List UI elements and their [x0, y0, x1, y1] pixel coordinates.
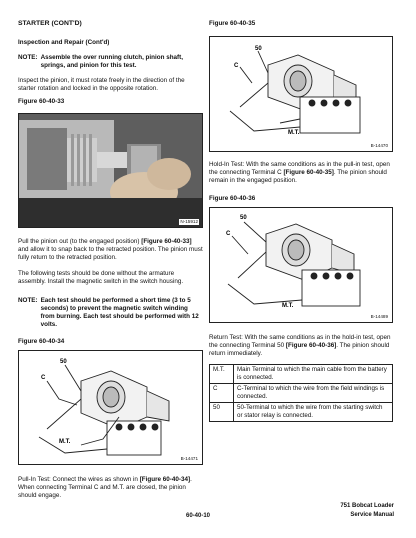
figure-ref-34: [Figure 60-40-34] [139, 476, 191, 483]
note-test-duration [18, 297, 203, 329]
figure-ref-35: [Figure 60-40-35] [283, 169, 334, 177]
paragraph-tests: The following tests should be done without the armature assembly. Install the magnetic switch in the switch housing. [18, 270, 184, 286]
table-cell-term: M.T. [210, 365, 234, 384]
paragraph-inspect: Inspect the pinion, it must rotate freely in the direction of the starter rotation and locked in the opposite rotation. [18, 77, 185, 93]
figure-ref-33: [Figure 60-40-33] [141, 238, 192, 245]
table-row [210, 365, 393, 384]
paragraph-return-test: Return Test: With the same conditions as in the hold-in test, open the connecting Terminal 50 [Figure 60-40-36]. The pinion should return immediately. [209, 334, 391, 358]
figure-ref-36: [Figure 60-40-36] [285, 342, 337, 350]
paragraph-pull-pinion: Pull the pinion out (to the engaged position) [Figure 60-40-33] and allow it to snap back to the retracted position. The pinion must fully return to the retracted position. [18, 238, 203, 262]
figure-60-40-33-photo [18, 113, 203, 228]
wiring-diagram-pull-in [19, 351, 203, 465]
figure-caption-35: Figure 60-40-35 [209, 20, 256, 27]
label-50: 50 [255, 46, 262, 52]
label-mt: M.T. [59, 439, 71, 445]
label-50: 50 [240, 215, 247, 221]
figure-caption-36: Figure 60-40-36 [209, 195, 256, 202]
table-cell-term: 50 [210, 402, 234, 421]
figure-id-34: B-14471 [180, 456, 198, 462]
table-row [210, 383, 393, 402]
figure-60-40-35-diagram [209, 36, 393, 152]
section-title: STARTER (CONT'D) [18, 20, 82, 27]
figure-id-36: B-14489 [370, 314, 388, 320]
starter-pinion-photo [19, 114, 203, 228]
footer-manual: Service Manual [350, 512, 394, 518]
figure-id-35: B-14470 [370, 143, 388, 149]
figure-id-33: N-15912 [180, 219, 198, 225]
label-mt: M.T. [288, 130, 300, 136]
table-row [210, 402, 393, 421]
paragraph-pull-in-test: Pull-In Test: Connect the wires as shown in [Figure 60-40-34]. When connecting Terminal C and M.T. are closed, the pinion should engage. [18, 476, 192, 500]
note-label: NOTE: [18, 54, 38, 61]
table-cell-desc: Main Terminal to which the main cable from the battery is connected. [234, 365, 393, 384]
note-label: NOTE: [18, 297, 38, 304]
note-text: Assemble the over running clutch, pinion shaft, springs, and pinion for this test. [40, 54, 183, 70]
figure-60-40-36-diagram [209, 207, 393, 323]
label-c: C [226, 231, 231, 237]
label-c: C [41, 375, 46, 381]
paragraph-hold-in-test: Hold-In Test: With the same conditions as in the pull-in test, open the connecting Terminal C [Figure 60-40-35]. The pinion should remain in the engaged position. [209, 161, 390, 185]
wiring-diagram-return [210, 208, 393, 323]
note-text: Each test should be performed a short time (3 to 5 seconds) to prevent the magnetic switch winding from burning. Each test should be performed with 12 volts. [40, 297, 199, 329]
footer-product: 751 Bobcat Loader [340, 503, 394, 509]
figure-caption-34: Figure 60-40-34 [18, 338, 65, 345]
terminal-table-wrap [209, 364, 393, 422]
wiring-diagram-hold-in [210, 37, 393, 152]
table-cell-desc: C-Terminal to which the wire from the field windings is connected. [234, 383, 393, 402]
label-50: 50 [60, 359, 67, 365]
figure-60-40-34-diagram [18, 350, 203, 465]
terminal-table [209, 364, 393, 422]
label-mt: M.T. [282, 303, 294, 309]
note-assemble [18, 54, 203, 70]
table-cell-term: C [210, 383, 234, 402]
page-number: 60-40-10 [186, 513, 211, 519]
label-c: C [234, 63, 239, 69]
table-cell-desc: 50-Terminal to which the wire from the starting switch or stator relay is connected. [234, 402, 393, 421]
subsection-title: Inspection and Repair (Cont'd) [18, 39, 110, 46]
figure-caption-33: Figure 60-40-33 [18, 98, 65, 105]
